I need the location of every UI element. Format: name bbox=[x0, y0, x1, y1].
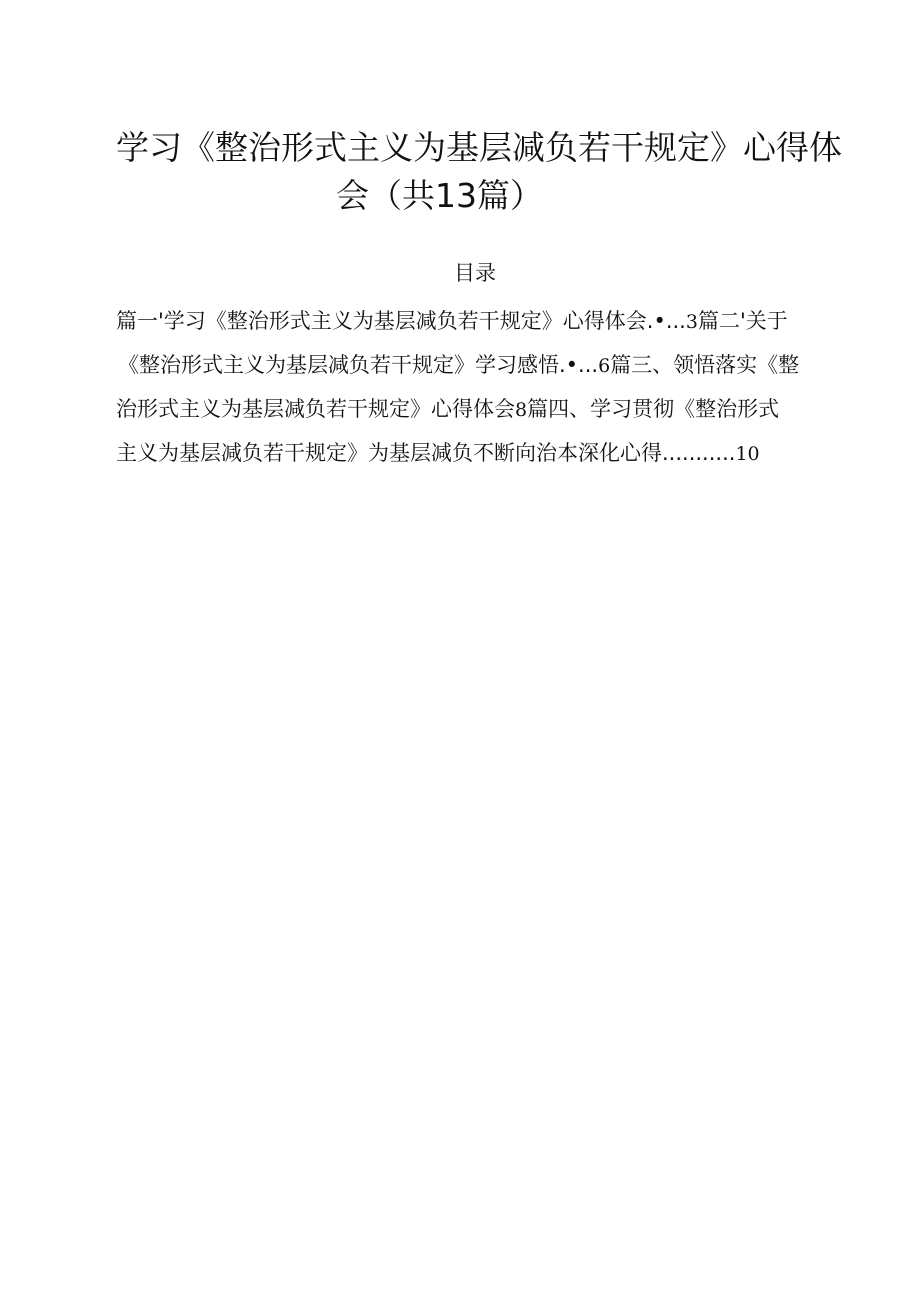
toc-entry-text: 篇四、学习贯彻《整治形式 bbox=[527, 397, 780, 421]
toc-line bbox=[116, 388, 856, 432]
toc-heading: 目录 bbox=[454, 261, 496, 285]
toc-entry-text: 治形式主义为基层减负若干规定》心得体会 bbox=[116, 397, 515, 421]
document-title bbox=[100, 124, 860, 220]
toc-line bbox=[116, 432, 856, 476]
toc-line bbox=[116, 344, 856, 388]
toc-entry-text: 篇二'关于 bbox=[697, 309, 788, 333]
toc-page-number: 6 bbox=[598, 355, 611, 377]
title-line-2: 会（共13篇） bbox=[336, 176, 543, 215]
table-of-contents bbox=[116, 300, 856, 476]
toc-entry-text: 篇一'学习《整治形式主义为基层减负若干规定》心得体会.•... bbox=[116, 309, 686, 333]
toc-entry-text: 篇三、领悟落实《整 bbox=[610, 353, 800, 377]
toc-entry-text: 《整治形式主义为基层减负若干规定》学习感悟.•... bbox=[118, 353, 599, 377]
toc-line bbox=[116, 300, 856, 344]
toc-page-number: 10 bbox=[735, 443, 760, 465]
toc-page-number: 3 bbox=[685, 311, 698, 333]
toc-entry-text: 主义为基层减负若干规定》为基层减负不断向治本深化心得........... bbox=[116, 441, 736, 465]
toc-page-number: 8 bbox=[515, 399, 528, 421]
title-line-1: 学习《整治形式主义为基层减负若干规定》心得体 bbox=[116, 128, 842, 167]
